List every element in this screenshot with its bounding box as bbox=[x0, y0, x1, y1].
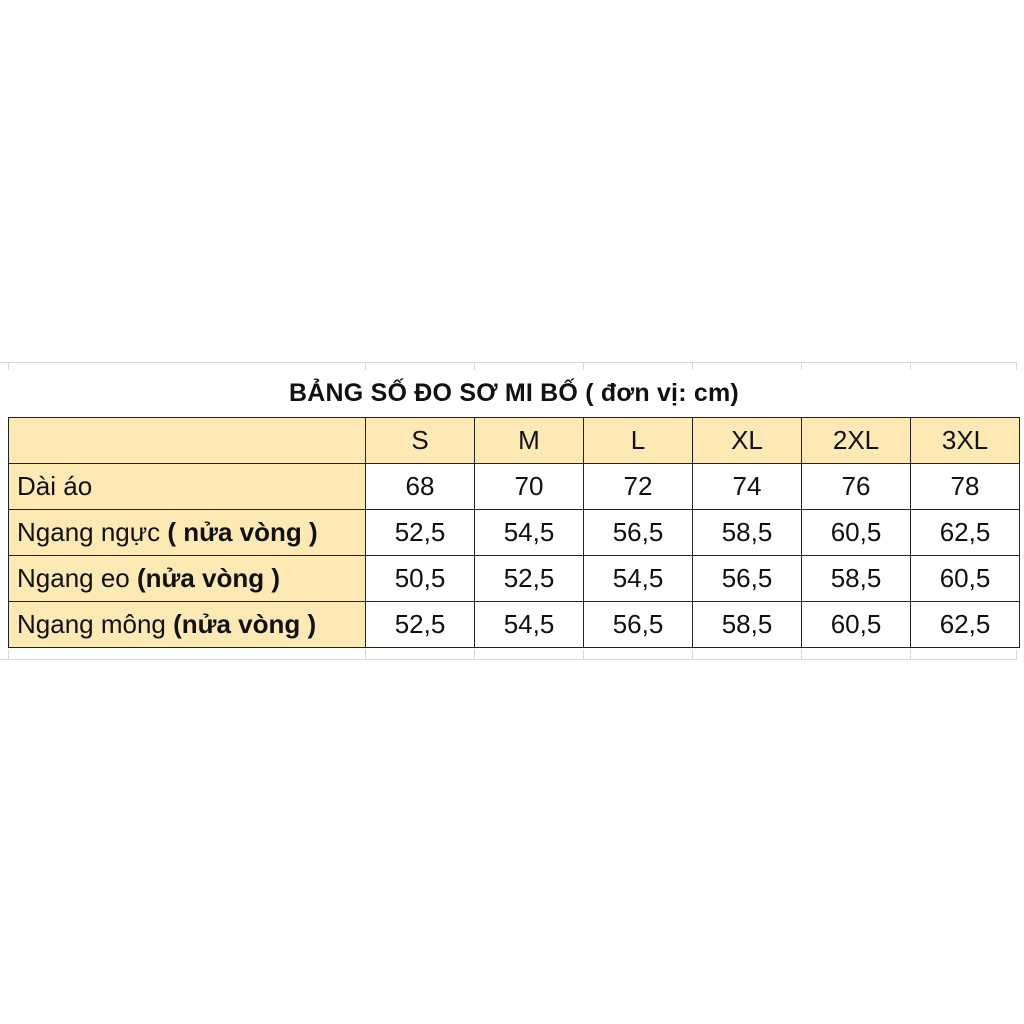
size-chart-table bbox=[8, 370, 1020, 648]
sheet-gridline-tick bbox=[910, 650, 911, 660]
table-cell: 54,5 bbox=[584, 556, 693, 602]
table-cell: 54,5 bbox=[475, 602, 584, 648]
row-label bbox=[9, 602, 366, 648]
row-label-text: Dài áo bbox=[17, 471, 93, 501]
size-header-3xl: 3XL bbox=[911, 418, 1020, 464]
table-cell: 76 bbox=[802, 464, 911, 510]
table-cell: 50,5 bbox=[366, 556, 475, 602]
table-cell: 72 bbox=[584, 464, 693, 510]
table-cell: 58,5 bbox=[802, 556, 911, 602]
row-label-note: ( nửa vòng ) bbox=[160, 517, 318, 547]
row-label-text: Ngang mông bbox=[17, 609, 166, 639]
table-cell: 58,5 bbox=[693, 510, 802, 556]
table-cell: 62,5 bbox=[911, 510, 1020, 556]
sheet-gridline-tick bbox=[583, 362, 584, 370]
table-cell: 52,5 bbox=[366, 510, 475, 556]
sheet-gridline-bottom bbox=[0, 649, 1016, 660]
sheet-gridline-tick bbox=[692, 650, 693, 660]
sheet-gridline-tick bbox=[474, 362, 475, 370]
row-label bbox=[9, 510, 366, 556]
table-cell: 56,5 bbox=[584, 510, 693, 556]
table-title: BẢNG SỐ ĐO SƠ MI BỐ ( đơn vị: cm) bbox=[9, 370, 1020, 418]
size-header-s: S bbox=[366, 418, 475, 464]
table-row-ngang-eo bbox=[9, 556, 1020, 602]
sheet-gridline-tick bbox=[8, 362, 9, 370]
title-row bbox=[9, 370, 1020, 418]
sheet-gridline-tick bbox=[365, 362, 366, 370]
sheet-gridline-tick bbox=[801, 362, 802, 370]
table-cell: 60,5 bbox=[802, 602, 911, 648]
table-cell: 74 bbox=[693, 464, 802, 510]
table-cell: 60,5 bbox=[802, 510, 911, 556]
table-cell: 58,5 bbox=[693, 602, 802, 648]
table-cell: 78 bbox=[911, 464, 1020, 510]
table-row-ngang-mong bbox=[9, 602, 1020, 648]
table-cell: 56,5 bbox=[693, 556, 802, 602]
size-header-xl: XL bbox=[693, 418, 802, 464]
header-corner-cell bbox=[9, 418, 366, 464]
table-row-ngang-nguc bbox=[9, 510, 1020, 556]
sheet-gridline-tick bbox=[910, 362, 911, 370]
row-label-note: (nửa vòng ) bbox=[129, 563, 281, 593]
sheet-gridline-tick bbox=[1016, 650, 1017, 660]
sheet-gridline-tick bbox=[692, 362, 693, 370]
sheet-gridline-tick bbox=[8, 650, 9, 660]
table-cell: 68 bbox=[366, 464, 475, 510]
row-label-text: Ngang eo bbox=[17, 563, 130, 593]
size-header-l: L bbox=[584, 418, 693, 464]
row-label bbox=[9, 556, 366, 602]
size-header-m: M bbox=[475, 418, 584, 464]
row-label bbox=[9, 464, 366, 510]
table-cell: 54,5 bbox=[475, 510, 584, 556]
table-cell: 52,5 bbox=[366, 602, 475, 648]
sheet-gridline-tick bbox=[1016, 362, 1017, 370]
table-cell: 70 bbox=[475, 464, 584, 510]
sheet-gridline-tick bbox=[474, 650, 475, 660]
sheet-gridline-tick bbox=[583, 650, 584, 660]
table-cell: 56,5 bbox=[584, 602, 693, 648]
table-row-dai-ao bbox=[9, 464, 1020, 510]
row-label-text: Ngang ngực bbox=[17, 517, 161, 547]
sheet-gridline-tick bbox=[801, 650, 802, 660]
size-header-row bbox=[9, 418, 1020, 464]
table-cell: 60,5 bbox=[911, 556, 1020, 602]
size-header-2xl: 2XL bbox=[802, 418, 911, 464]
row-label-note: (nửa vòng ) bbox=[165, 609, 317, 639]
sheet-gridline-tick bbox=[365, 650, 366, 660]
table-cell: 52,5 bbox=[475, 556, 584, 602]
table-cell: 62,5 bbox=[911, 602, 1020, 648]
